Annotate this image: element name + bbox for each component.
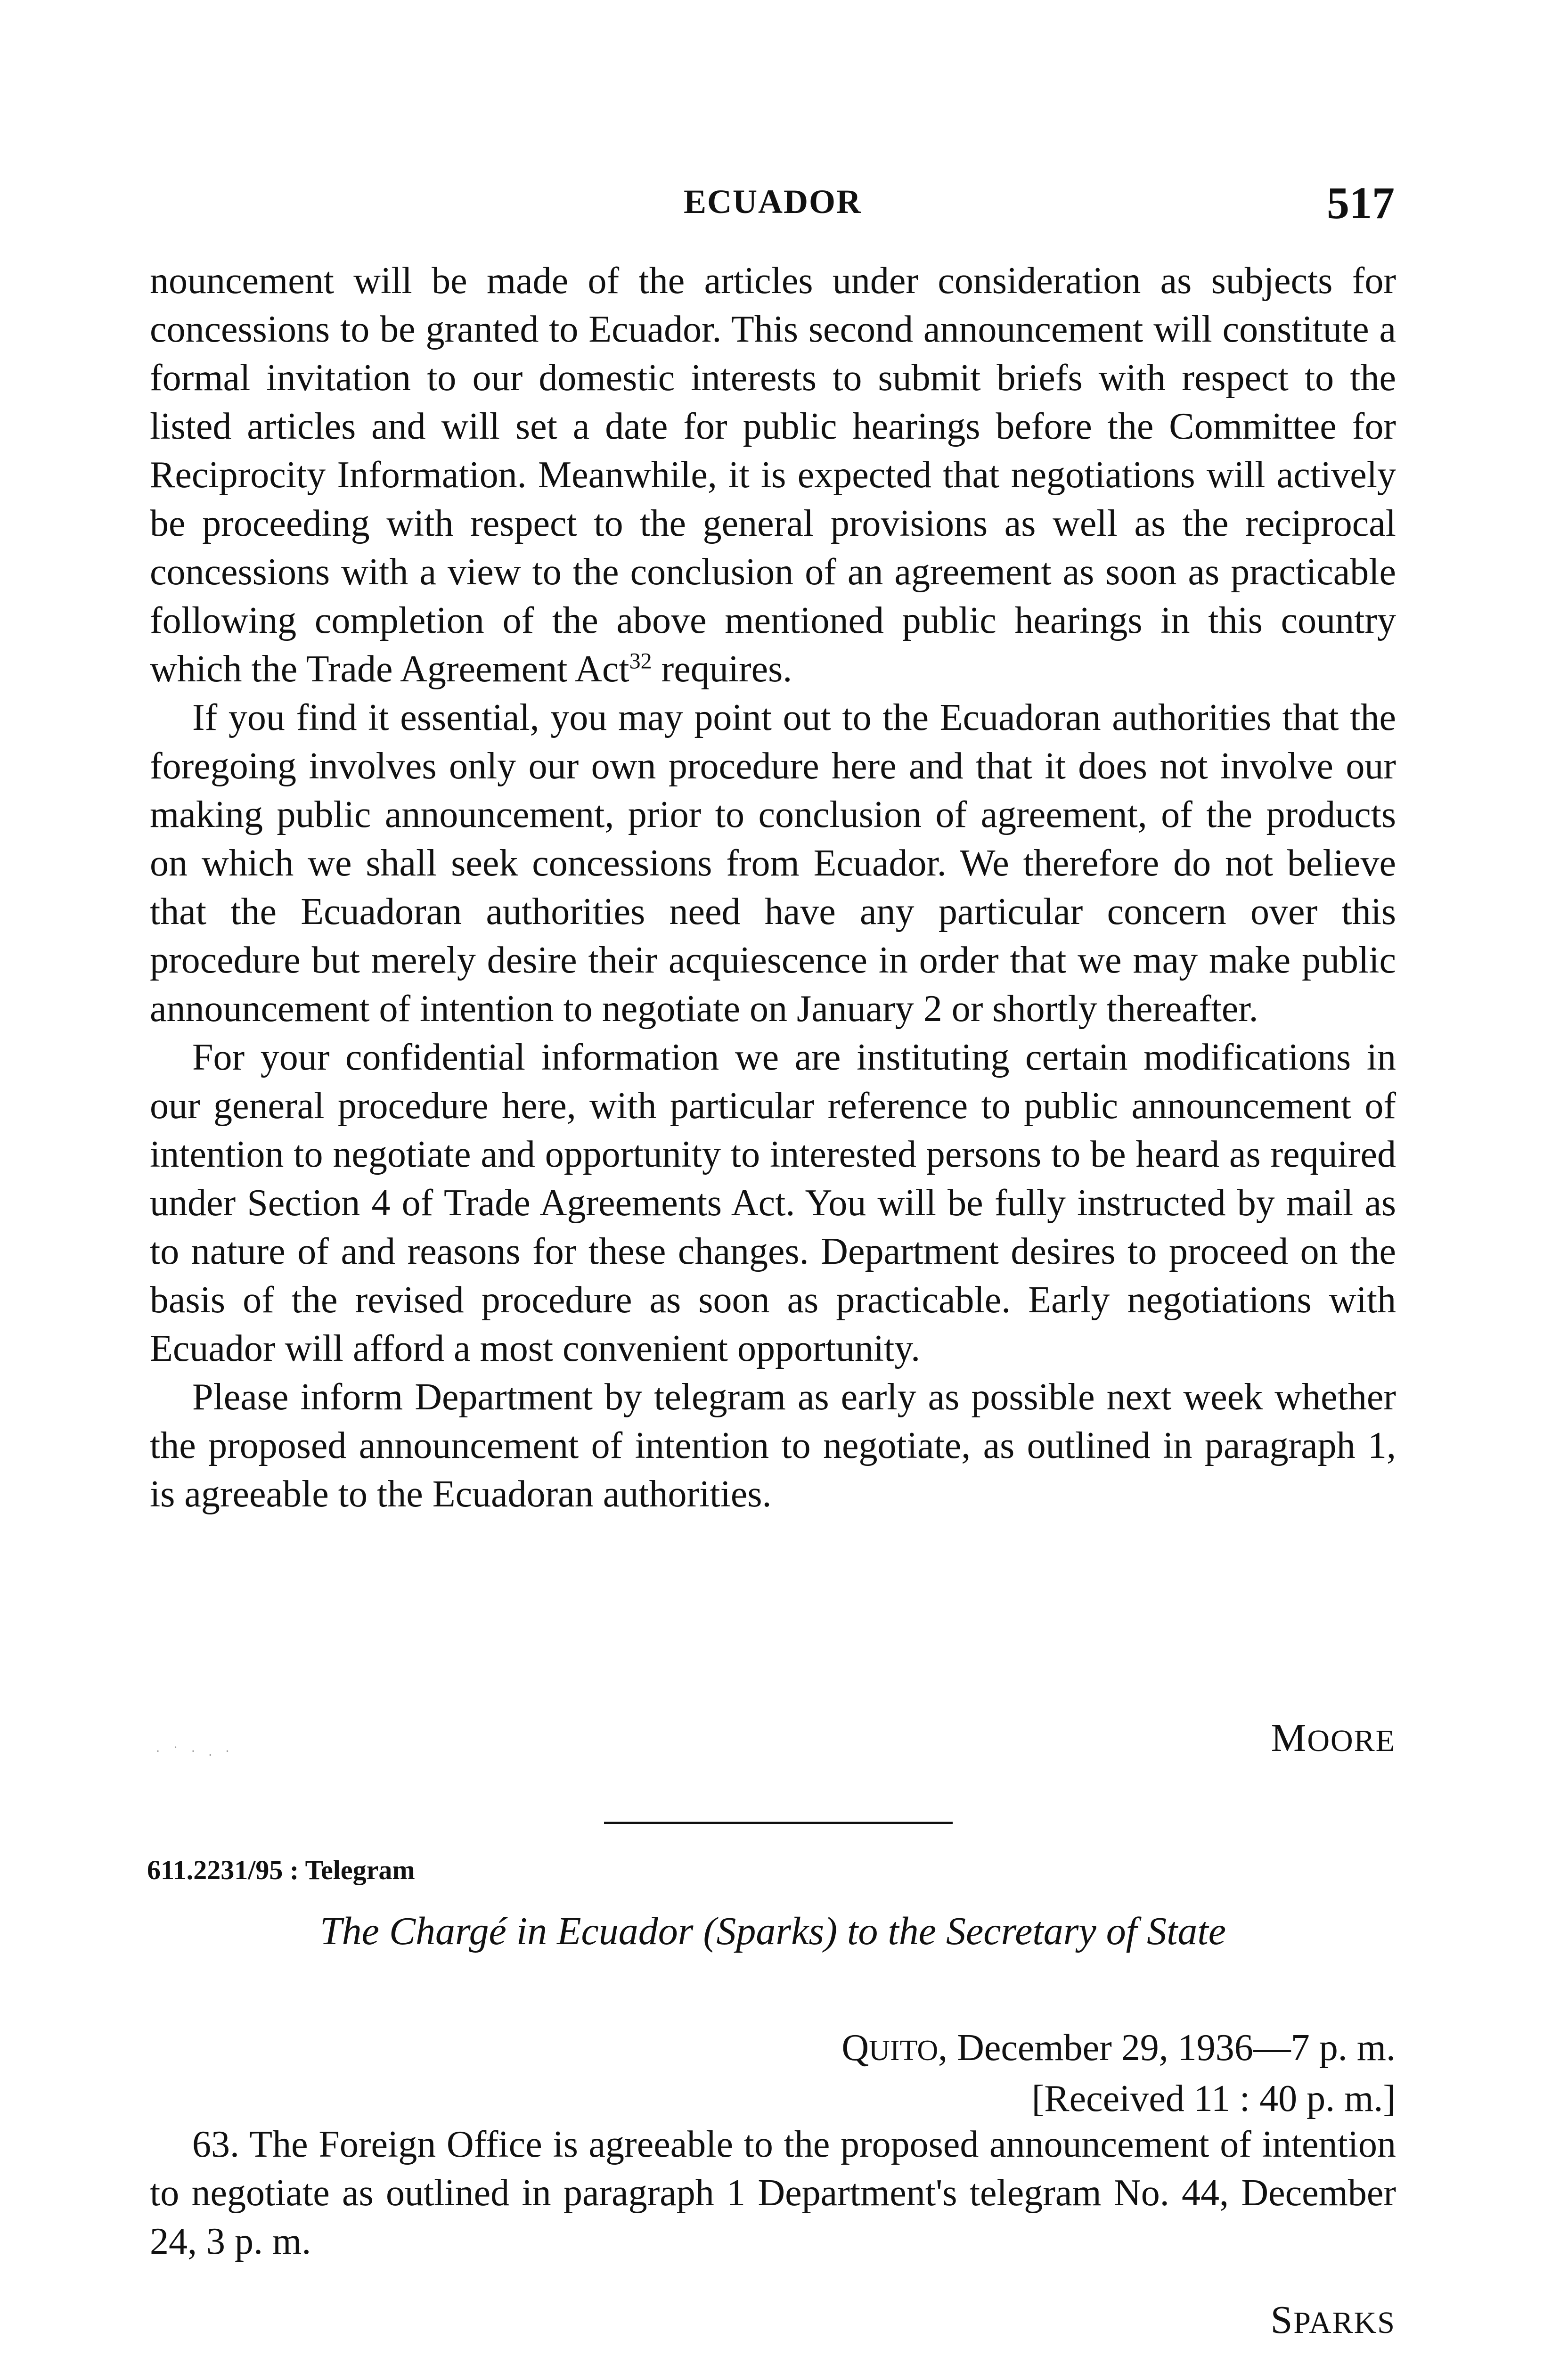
- telegram-body: [150, 2120, 1396, 2266]
- document-title: The Chargé in Ecuador (Sparks) to the Secretary of State: [319, 1909, 1226, 1953]
- dateline: [841, 2024, 1396, 2123]
- running-title: ECUADOR: [683, 183, 862, 221]
- paragraph-3: For your confidential information we are instituting certain modifications in our general procedure here, with particular reference to public announcement of intention to negotiate and opportunity to interested persons to be heard as required under Section 4 of Trade Agreements Act. You will be fully instructed by mail as to nature of and reasons for these changes. Department desires to proceed on the basis of the revised procedure as soon as practicable. Early negotiations with Ecuador will afford a most convenient opportunity.: [150, 1037, 1396, 1369]
- signature-sparks-initial: S: [1270, 2298, 1294, 2342]
- page-number: 517: [1327, 178, 1395, 228]
- signature-moore-rest: OORE: [1307, 1724, 1396, 1758]
- paragraph-2: If you find it essential, you may point out to the Ecuadoran authorities that the foregoing involves only our own procedure here and that it does not involve our making public announcement, prior to conclusion of agreement, of the products on which we shall seek concessions from Ecuador. We therefore do not believe that the Ecuadoran authorities need have any particular concern over this procedure but merely desire their acquiescence in order that we may make public announcement of intention to negotiate on January 2 or shortly thereafter.: [150, 697, 1396, 1030]
- signature-moore-initial: M: [1271, 1716, 1307, 1760]
- section-divider: [604, 1822, 953, 1824]
- received-line: [Received 11 : 40 p. m.]: [1031, 2078, 1396, 2119]
- signature-sparks-rest: PARKS: [1293, 2306, 1396, 2340]
- footnote-reference: 32: [629, 648, 652, 674]
- place-initial: Q: [841, 2027, 869, 2069]
- paragraph-1-end: requires.: [652, 648, 792, 690]
- body-text: [150, 257, 1396, 1519]
- running-head: [151, 177, 1395, 229]
- file-reference: 611.2231/95 : Telegram: [147, 1855, 415, 1885]
- signature-moore: [1271, 1715, 1396, 1761]
- paragraph-1-text: nouncement will be made of the articles under consideration as subjects for concessions to be granted to Ecuador. This second announcement will constitute a formal invitation to our domestic interests to submit briefs with respect to the listed articles and will set a date for public hearings before the Committee for Reciprocity Information. Meanwhile, it is expected that negotiations will actively be proceeding with respect to the general provisions as well as the reciprocal concessions with a view to the conclusion of an agreement as soon as practicable following completion of the above mentioned public hearings in this country which the Trade Agreement Act: [150, 260, 1396, 690]
- date-text: , December 29, 1936—7 p. m.: [938, 2027, 1396, 2069]
- signature-sparks: [1271, 2297, 1396, 2343]
- scan-specks: · ˙ · . ·: [155, 1743, 235, 1759]
- place-rest: UITO: [869, 2035, 939, 2067]
- paragraph-1: [150, 257, 1396, 694]
- telegram-text: 63. The Foreign Office is agreeable to the proposed announcement of intention to negotiate as outlined in paragraph 1 Department's telegram No. 44, December 24, 3 p. m.: [150, 2124, 1396, 2262]
- paragraph-4: Please inform Department by telegram as early as possible next week whether the proposed announcement of intention to negotiate, as outlined in paragraph 1, is agreeable to the Ecuadoran authorities.: [150, 1376, 1396, 1515]
- dateline-place-date: [841, 2024, 1396, 2075]
